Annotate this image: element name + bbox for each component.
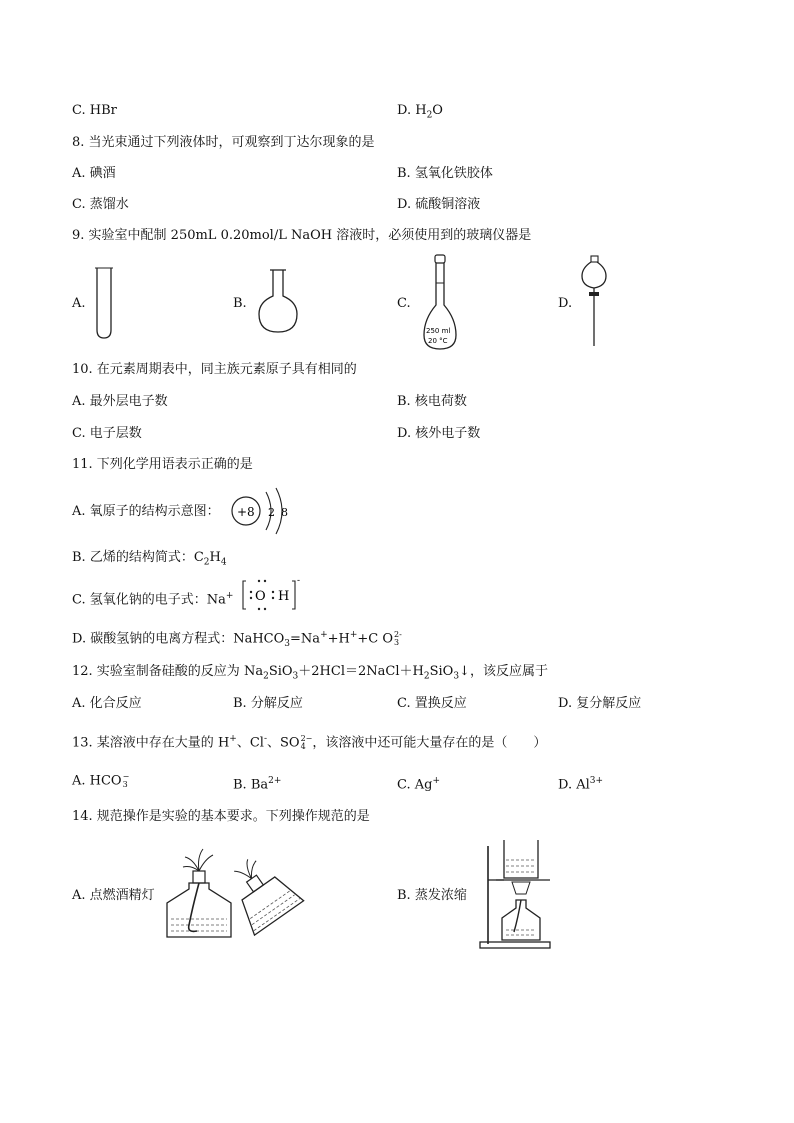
- q13-option-c: C. Ag+: [397, 776, 441, 793]
- q11-option-d: D. 碳酸氢钠的电离方程式：NaHCO$_3$=Na++H++C O 2- 3: [72, 629, 402, 649]
- shell-2-count: 8: [281, 506, 288, 519]
- q8-option-a: A. 碘酒: [72, 166, 116, 181]
- volumetric-flask-icon: [420, 253, 460, 355]
- q10-option-a: A. 最外层电子数: [72, 394, 168, 409]
- q9-option-d: D.: [558, 296, 573, 311]
- q8-option-d: D. 硫酸铜溶液: [397, 197, 481, 212]
- q13-option-d: D. $Al^{3+}$: [558, 776, 604, 793]
- q12-option-d: D. 复分解反应: [558, 696, 642, 711]
- q7-option-c: C. HBr: [72, 103, 117, 118]
- q10-stem: 10. 在元素周期表中，同主族元素原子具有相同的: [72, 362, 357, 377]
- evaporation-setup-illustration: [478, 838, 568, 956]
- q12-stem: 12. 实验室制备硅酸的反应为 $Na_2SiO_3+2HCl=2NaCl+H_2SiO_3↓$，该反应属于: [72, 664, 548, 682]
- q12-option-a: A. 化合反应: [72, 696, 142, 711]
- q8-option-c: C. 蒸馏水: [72, 197, 129, 212]
- nucleus-charge: +8: [237, 505, 255, 519]
- q13-option-b: B. $Ba^{2+}$: [233, 776, 282, 793]
- q14-option-b: B. 蒸发浓缩: [397, 888, 467, 903]
- q11-option-b: B. 乙烯的结构简式：$C_2H_4$: [72, 550, 227, 568]
- flask-label-volume: 250 ml: [426, 327, 451, 335]
- q14-option-a: A. 点燃酒精灯: [72, 888, 155, 903]
- q11-option-c: C. 氢氧化钠的电子式：Na+: [72, 591, 234, 608]
- q11-option-a: A. 氧原子的结构示意图：: [72, 504, 220, 519]
- q8-option-b: B. 氢氧化铁胶体: [397, 166, 493, 181]
- q11-stem: 11. 下列化学用语表示正确的是: [72, 457, 253, 472]
- round-bottom-flask-icon: [257, 268, 301, 338]
- oxygen-atom-diagram: [230, 486, 300, 542]
- q13-option-a: A. HCO − 3: [72, 772, 130, 789]
- lighting-alcohol-lamp-illustration: [163, 845, 303, 949]
- naoh-electron-formula: [242, 575, 302, 619]
- flask-label-temp: 20 °C: [428, 337, 448, 345]
- q10-option-d: D. 核外电子数: [397, 426, 481, 441]
- q10-option-b: B. 核电荷数: [397, 394, 467, 409]
- oxygen-symbol: O: [255, 589, 266, 604]
- q14-stem: 14. 规范操作是实验的基本要求。下列操作规范的是: [72, 809, 370, 824]
- hydrogen-symbol: H: [278, 589, 290, 604]
- shell-1-count: 2: [268, 506, 275, 519]
- charge-minus: -: [297, 576, 301, 586]
- q12-option-c: C. 置换反应: [397, 696, 467, 711]
- separatory-funnel-icon: [580, 254, 610, 354]
- q10-option-c: C. 电子层数: [72, 426, 142, 441]
- q9-option-a: A.: [72, 296, 86, 311]
- q8-stem: 8. 当光束通过下列液体时，可观察到丁达尔现象的是: [72, 135, 375, 150]
- q9-stem: 9. 实验室中配制 250mL 0.20mol/L NaOH 溶液时，必须使用到的玻璃仪器是: [72, 228, 532, 243]
- test-tube-icon: [94, 266, 114, 344]
- q12-option-b: B. 分解反应: [233, 696, 303, 711]
- q9-option-b: B.: [233, 296, 247, 311]
- q7-option-d: D. $H_2O$: [397, 103, 443, 121]
- q9-option-c: C.: [397, 296, 411, 311]
- q13-stem: 13. 某溶液中存在大量的 H+、Cl-、SO 2− 4 ，该溶液中还可能大量存在的是（ ）: [72, 733, 547, 751]
